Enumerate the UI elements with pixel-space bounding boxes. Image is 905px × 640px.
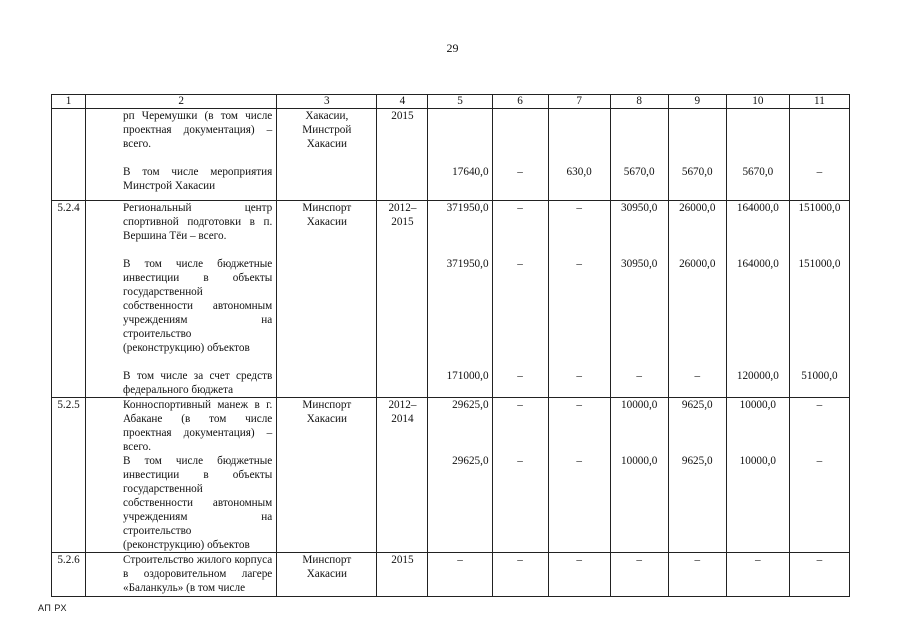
header-cell: 1: [52, 95, 86, 109]
value-text: 10000,0: [739, 399, 776, 411]
value-cell: [726, 201, 789, 398]
value-cell: [428, 201, 492, 398]
table-row: [52, 553, 850, 597]
table-row: [52, 109, 850, 201]
value-cell: [610, 201, 668, 398]
header-cell: 4: [377, 95, 428, 109]
value-text: –: [816, 166, 823, 178]
value-text: 5670,0: [681, 166, 713, 178]
value-text: –: [816, 399, 823, 411]
value-cell: –: [726, 553, 789, 597]
row-description: [86, 398, 277, 553]
description-text: Конноспортивный манеж в г. Абакане (в том числе проектная документация) – всего.: [123, 399, 273, 453]
value-cell: [668, 398, 726, 553]
row-number: 5.2.4: [52, 201, 86, 398]
header-cell: 8: [610, 95, 668, 109]
row-number: 5.2.5: [52, 398, 86, 553]
subitem-text: В том числе бюджетные инвестиции в объекты государственной собственности автономным учреждениям на строительство (реконструкцию) объектов: [123, 455, 273, 551]
value-cell: –: [428, 553, 492, 597]
description-text: Региональный центр спортивной подготовки в п. Вершина Тёи – всего.: [123, 202, 273, 242]
value-cell: [668, 201, 726, 398]
value-text: –: [576, 370, 582, 382]
value-cell: [789, 398, 849, 553]
value-text: 26000,0: [679, 202, 716, 214]
budget-table: [51, 94, 850, 597]
value-cell: [789, 201, 849, 398]
description-text: рп Черемушки (в том числе проектная документация) – всего.: [123, 110, 273, 150]
row-description: [86, 201, 277, 398]
header-cell: 5: [428, 95, 492, 109]
value-text: 164000,0: [736, 202, 779, 214]
row-organization: Минспорт Хакасии: [277, 201, 377, 398]
value-cell: [789, 109, 849, 201]
header-cell: 10: [726, 95, 789, 109]
value-cell: [428, 398, 492, 553]
value-text: 164000,0: [736, 258, 779, 270]
row-period: 2012–2015: [377, 201, 428, 398]
header-cell: 7: [548, 95, 610, 109]
value-cell: [492, 201, 548, 398]
description-text: Строительство жилого корпуса в оздоровительном лагере «Баланкуль» (в том числе: [123, 554, 273, 594]
value-text: 26000,0: [679, 258, 716, 270]
value-text: –: [576, 455, 582, 467]
value-text: 151000,0: [798, 258, 841, 270]
value-text: –: [576, 258, 582, 270]
value-text: –: [694, 370, 701, 382]
value-cell: [610, 109, 668, 201]
value-text: 17640,0: [452, 166, 489, 178]
value-cell: –: [668, 553, 726, 597]
row-number: [52, 109, 86, 201]
subitem-text: В том числе за счет средств федерального бюджета: [123, 370, 273, 396]
subitem-text: В том числе мероприятия Минстрой Хакасии: [123, 166, 273, 192]
value-text: 9625,0: [681, 455, 713, 467]
header-cell: 9: [668, 95, 726, 109]
row-number: 5.2.6: [52, 553, 86, 597]
value-text: 5670,0: [742, 166, 774, 178]
value-text: 120000,0: [736, 370, 779, 382]
value-text: 5670,0: [623, 166, 655, 178]
header-cell: 11: [789, 95, 849, 109]
row-description: [86, 553, 277, 597]
row-organization: Минспорт Хакасии: [277, 398, 377, 553]
value-cell: [428, 109, 492, 201]
value-text: –: [576, 202, 582, 214]
header-cell: 2: [86, 95, 277, 109]
value-cell: [492, 109, 548, 201]
value-text: 30950,0: [621, 202, 658, 214]
row-period: 2015: [377, 109, 428, 201]
page-number: 29: [446, 41, 459, 55]
value-text: –: [517, 399, 523, 411]
value-text: –: [517, 166, 523, 178]
table-row: [52, 398, 850, 553]
value-text: 30950,0: [621, 258, 658, 270]
value-cell: –: [492, 553, 548, 597]
value-cell: [726, 109, 789, 201]
value-cell: [548, 201, 610, 398]
value-text: –: [636, 370, 642, 382]
value-cell: [610, 398, 668, 553]
value-cell: [726, 398, 789, 553]
value-text: 29625,0: [452, 399, 489, 411]
value-cell: –: [610, 553, 668, 597]
value-text: 371950,0: [446, 258, 489, 270]
row-organization: Минспорт Хакасии: [277, 553, 377, 597]
footer-stamp: АП РХ: [38, 603, 67, 613]
value-text: 10000,0: [621, 399, 658, 411]
subitem-text: В том числе бюджетные инвестиции в объекты государственной собственности автономным учреждениям на строительство (реконструкцию) объектов: [123, 258, 273, 354]
row-period: 2015: [377, 553, 428, 597]
row-organization: Хакасии, Минстрой Хакасии: [277, 109, 377, 201]
table-row: [52, 201, 850, 398]
value-text: 630,0: [566, 166, 592, 178]
value-text: –: [517, 202, 523, 214]
value-text: 9625,0: [681, 399, 713, 411]
value-text: 29625,0: [452, 455, 489, 467]
header-cell: 3: [277, 95, 377, 109]
value-text: –: [816, 455, 823, 467]
value-text: 171000,0: [446, 370, 489, 382]
value-cell: –: [548, 553, 610, 597]
value-text: –: [576, 399, 582, 411]
value-text: 371950,0: [446, 202, 489, 214]
value-text: –: [517, 370, 523, 382]
value-text: 10000,0: [621, 455, 658, 467]
value-text: –: [517, 455, 523, 467]
value-text: 51000,0: [801, 370, 838, 382]
row-period: 2012–2014: [377, 398, 428, 553]
header-cell: 6: [492, 95, 548, 109]
value-cell: –: [789, 553, 849, 597]
value-text: –: [517, 258, 523, 270]
row-description: [86, 109, 277, 201]
value-cell: [548, 109, 610, 201]
value-cell: [548, 398, 610, 553]
value-text: 151000,0: [798, 202, 841, 214]
value-cell: [492, 398, 548, 553]
value-text: 10000,0: [739, 455, 776, 467]
value-cell: [668, 109, 726, 201]
header-row: [52, 95, 850, 109]
